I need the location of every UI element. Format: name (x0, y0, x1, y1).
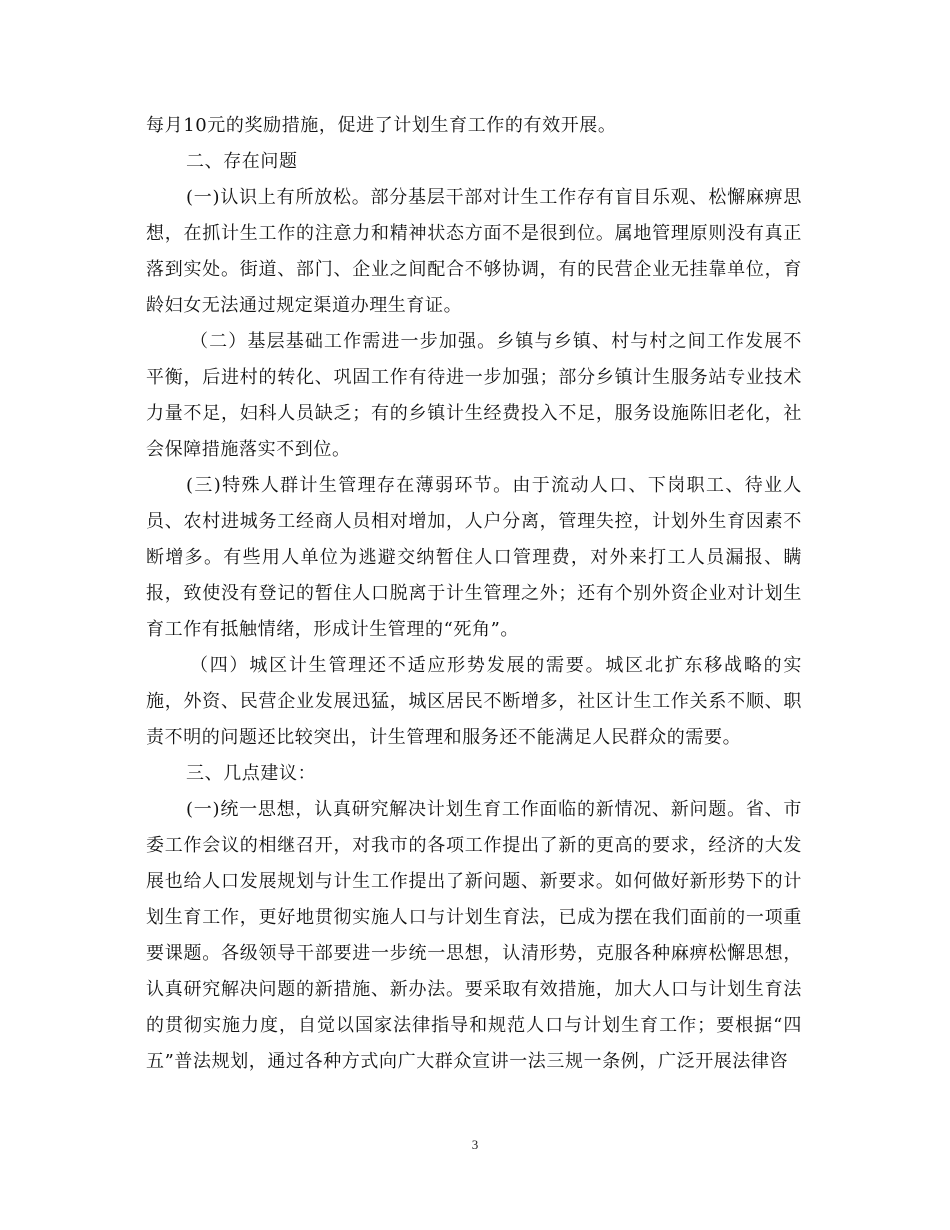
paragraph-continuation: 每月10元的奖励措施，促进了计划生育工作的有效开展。 (146, 115, 617, 136)
section-heading-problems: 二、存在问题 (186, 151, 298, 172)
paragraph-problem-4: （四）城区计生管理还不适应形势发展的需要。城区北扩东移战略的实施，外资、民营企业发展迅猛，城区居民不断增多，社区计生工作关系不顺、职责不明的问题还比较突出，计生管理和服务还不能满足人民群众的需要。 (146, 655, 802, 748)
paragraph-problem-1: (一)认识上有所放松。部分基层干部对计生工作存有盲目乐观、松懈麻痹思想，在抓计生工作的注意力和精神状态方面不是很到位。属地管理原则没有真正落到实处。街道、部门、企业之间配合不够协调，有的民营企业无挂靠单位，育龄妇女无法通过规定渠道办理生育证。 (146, 187, 802, 316)
paragraph-problem-3: (三)特殊人群计生管理存在薄弱环节。由于流动人口、下岗职工、待业人员、农村进城务工经商人员相对增加，人户分离，管理失控，计划外生育因素不断增多。有些用人单位为逃避交纳暂住人口管理费，对外来打工人员漏报、瞒报，致使没有登记的暂住人口脱离于计生管理之外；还有个别外资企业对计划生育工作有抵触情绪，形成计生管理的“死角”。 (146, 475, 802, 640)
paragraph-suggestion-1: (一)统一思想，认真研究解决计划生育工作面临的新情况、新问题。省、市委工作会议的相继召开，对我市的各项工作提出了新的更高的要求，经济的大发展也给人口发展规划与计生工作提出了新问题、新要求。如何做好新形势下的计划生育工作，更好地贯彻实施人口与计划生育法，已成为摆在我们面前的一项重要课题。各级领导干部要进一步统一思想，认清形势，克服各种麻痹松懈思想，认真研究解决问题的新措施、新办法。要采取有效措施，加大人口与计划生育法的贯彻实施力度，自觉以国家法律指导和规范人口与计划生育工作；要根据“四五”普法规划，通过各种方式向广大群众宣讲一法三规一条例，广泛开展法律咨 (146, 799, 802, 1072)
page-number: 3 (471, 1137, 479, 1152)
section-heading-suggestions: 三、几点建议： (186, 763, 317, 784)
paragraph-problem-2: （二）基层基础工作需进一步加强。乡镇与乡镇、村与村之间工作发展不平衡，后进村的转化、巩固工作有待进一步加强；部分乡镇计生服务站专业技术力量不足，妇科人员缺乏；有的乡镇计生经费投入不足，服务设施陈旧老化，社会保障措施落实不到位。 (146, 331, 802, 460)
document-body (146, 108, 802, 1080)
